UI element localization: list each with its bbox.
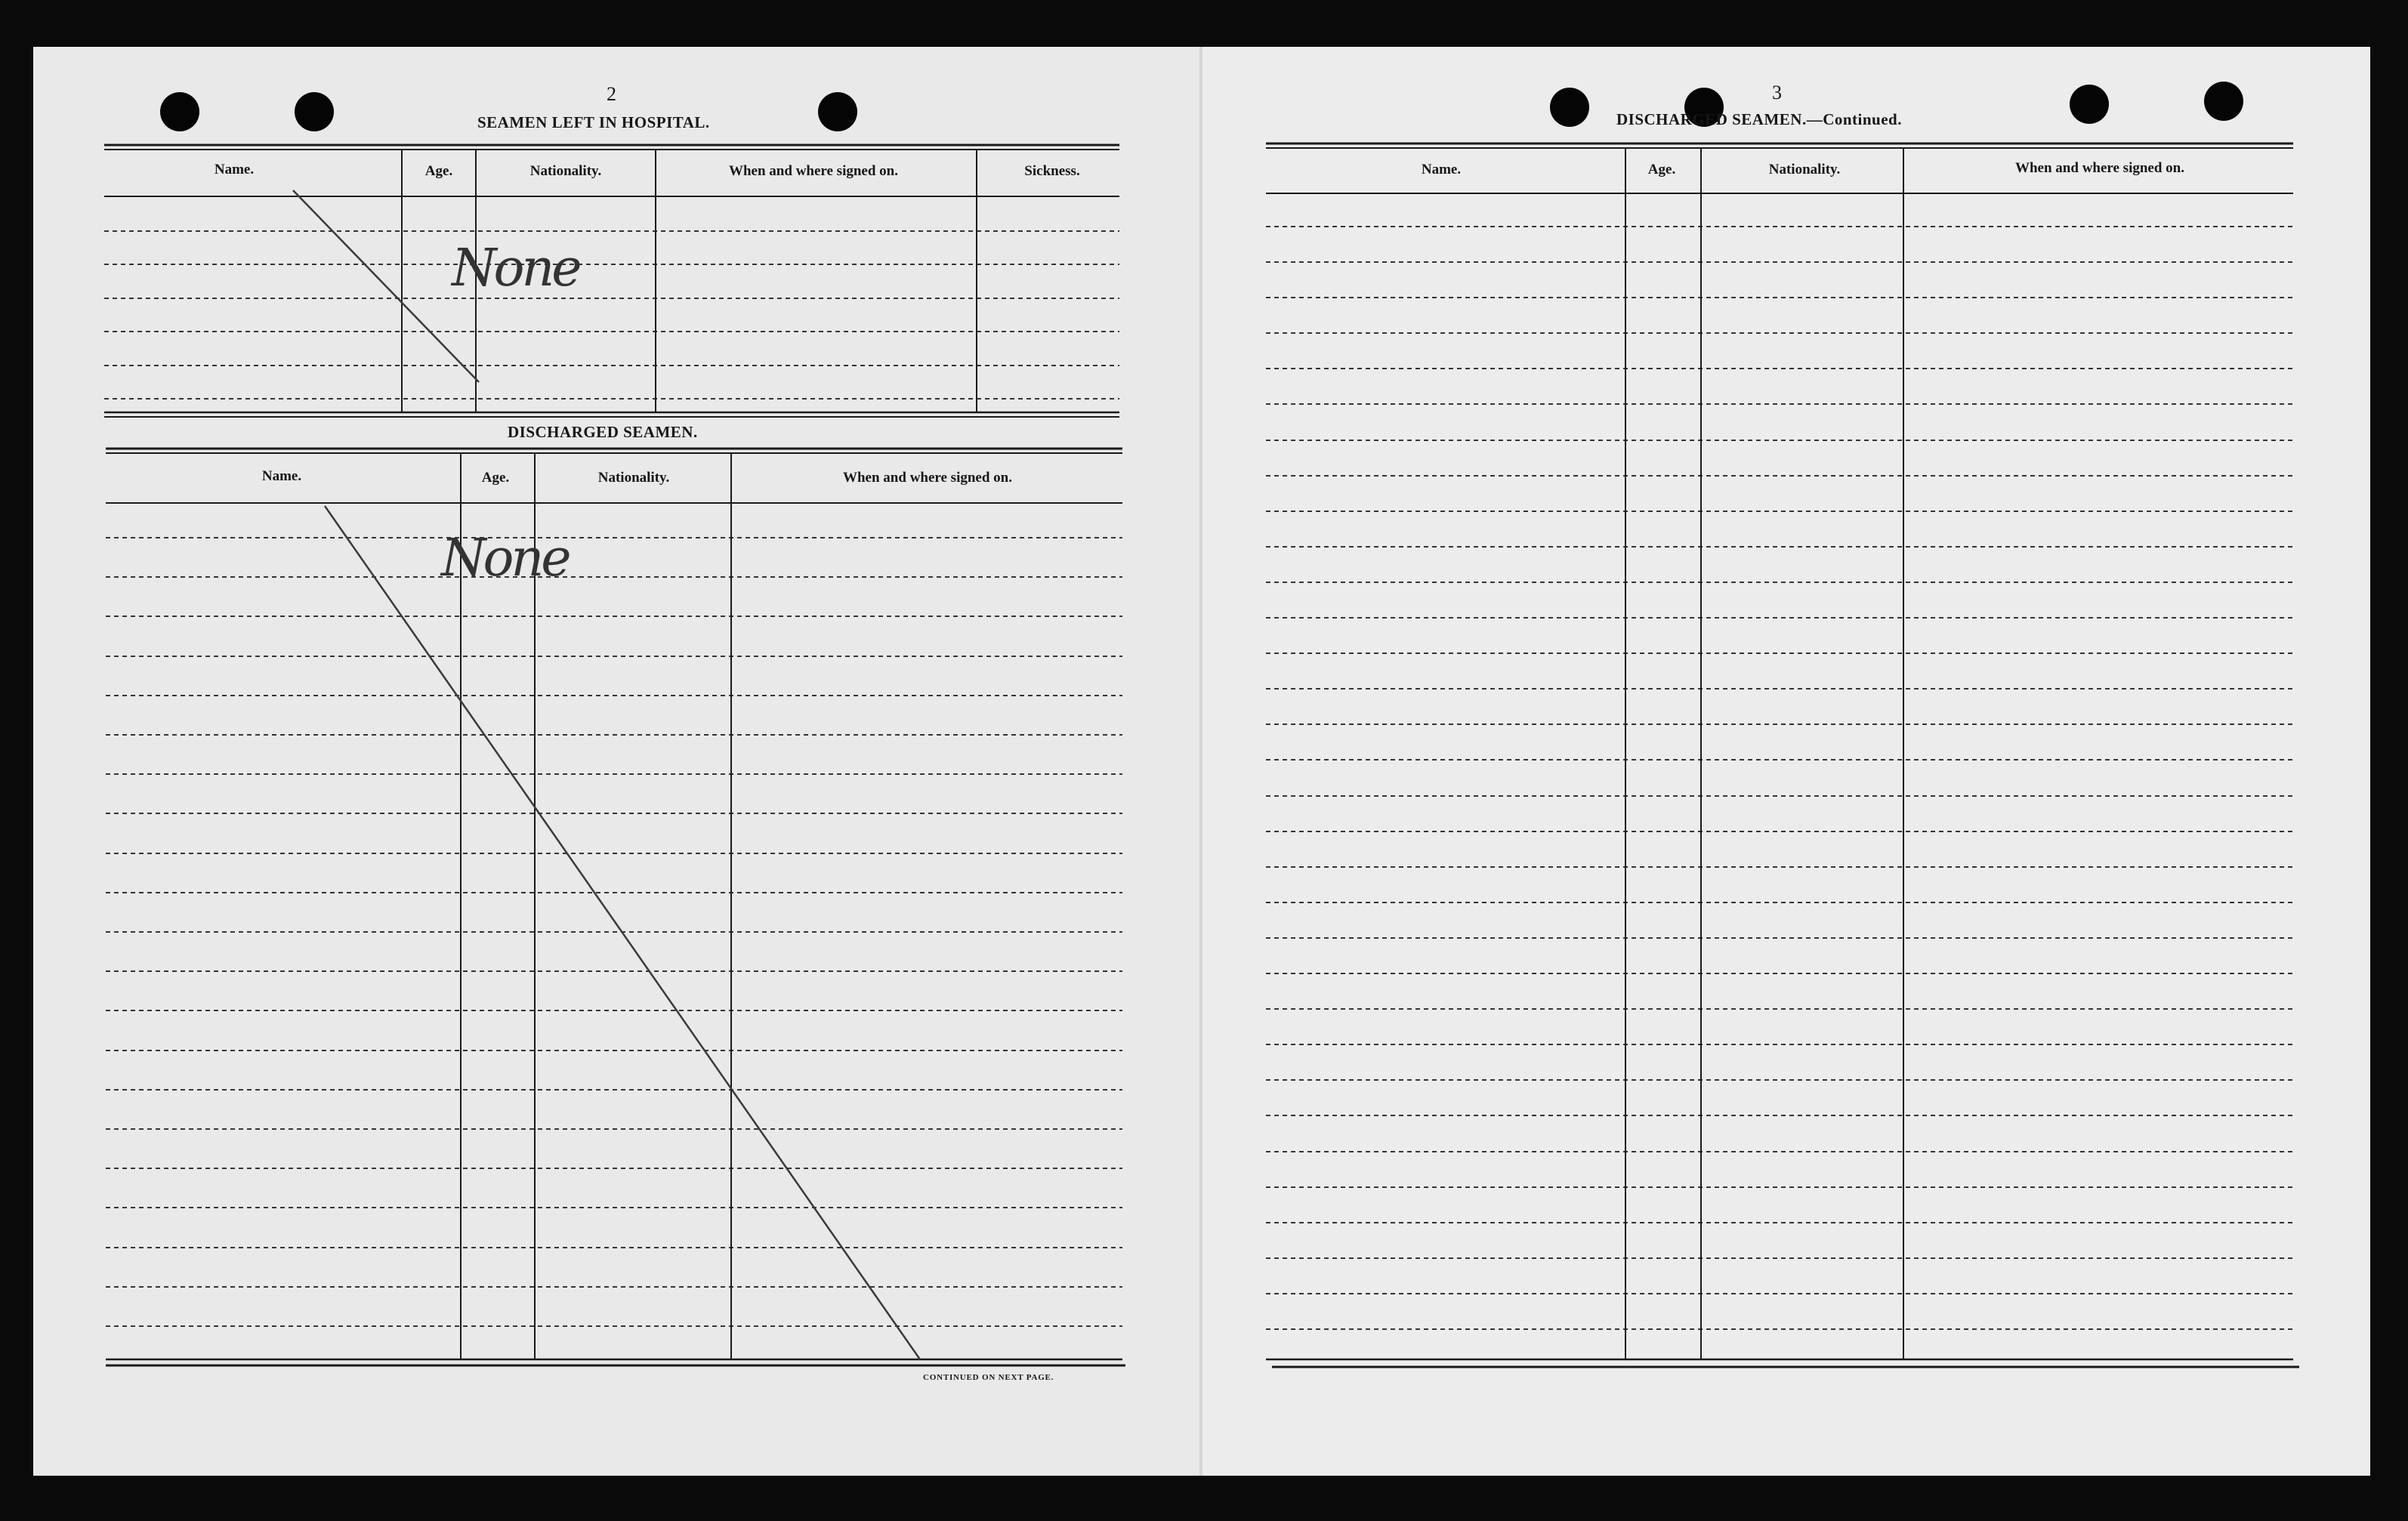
- discharged-table-rulings: [106, 449, 1125, 1365]
- hospital-col-nationality: Nationality.: [529, 163, 602, 179]
- left-page-number: 2: [607, 83, 616, 105]
- discharged-col-signed-on: When and where signed on.: [842, 470, 1013, 486]
- hospital-section-title: SEAMEN LEFT IN HOSPITAL.: [477, 113, 710, 131]
- discharged-col-age: Age.: [481, 470, 510, 486]
- discharged-strike-line: [325, 506, 920, 1359]
- continued-col-nationality: Nationality.: [1768, 162, 1841, 177]
- continued-table-rulings: [1266, 143, 2299, 1367]
- hospital-handwritten-entry: None: [452, 239, 579, 298]
- hospital-col-name: Name.: [214, 162, 255, 177]
- hospital-col-sickness: Sickness.: [1024, 163, 1080, 179]
- continued-col-signed-on: When and where signed on.: [2014, 160, 2185, 176]
- continued-section-title: DISCHARGED SEAMEN.—Continued.: [1616, 110, 1902, 128]
- continued-col-age: Age.: [1647, 162, 1676, 177]
- discharged-col-name: Name.: [261, 468, 302, 484]
- discharged-handwritten-entry: None: [441, 529, 569, 588]
- hospital-col-signed-on: When and where signed on.: [728, 163, 899, 179]
- hospital-col-age: Age.: [424, 163, 453, 179]
- discharged-section-title: DISCHARGED SEAMEN.: [508, 423, 698, 441]
- continued-footer: CONTINUED ON NEXT PAGE.: [923, 1373, 1054, 1382]
- discharged-col-nationality: Nationality.: [597, 470, 670, 486]
- right-page-number: 3: [1772, 82, 1782, 103]
- continued-col-name: Name.: [1421, 162, 1462, 177]
- hospital-table-rulings: [104, 145, 1119, 417]
